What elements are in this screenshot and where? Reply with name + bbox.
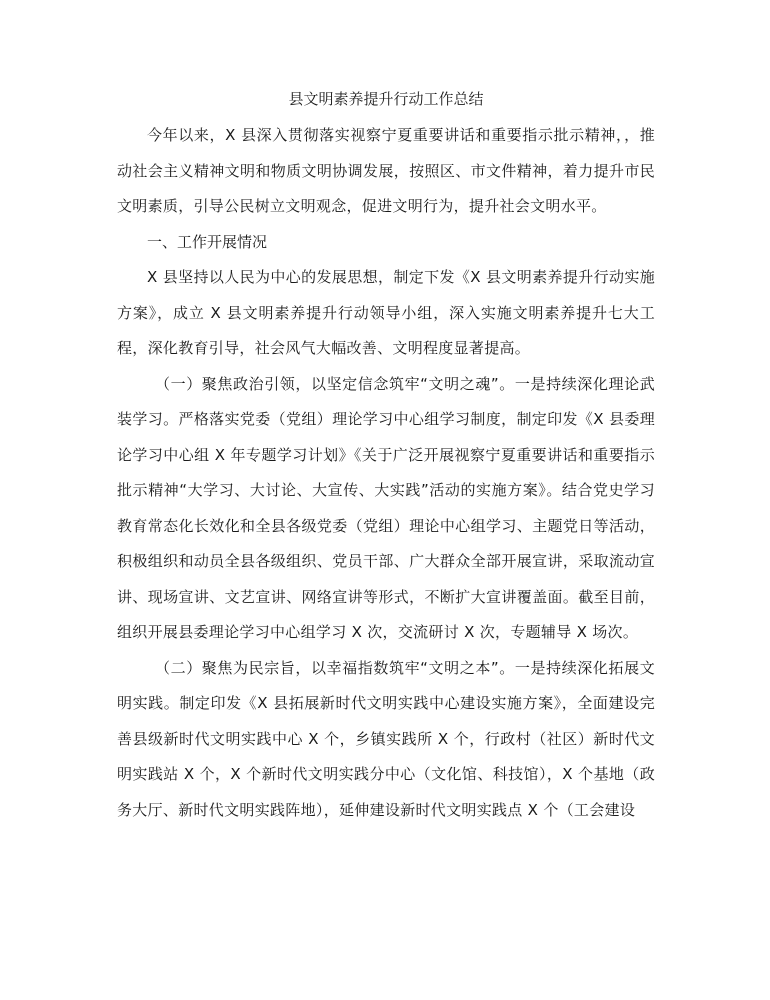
document-page (117, 84, 655, 828)
subsection-2-paragraph: （二）聚焦为民宗旨，以幸福指数筑牢“文明之本”。一是持续深化拓展文明实践。制定印发《X 县拓展新时代文明实践中心建设实施方案》，全面建设完善县级新时代文明实践中心 X 个，乡镇实践所 X 个，行政村（社区）新时代文明实践站 X 个，X 个新时代文明实践分中心（文化馆、科技馆），X 个基地（政务大厅、新时代文明实践阵地），延伸建设新时代文明实践点 X 个（工会建设 (117, 658, 655, 819)
section-heading: 一、工作开展情况 (147, 232, 268, 251)
document-title: 县文明素养提升行动工作总结 (288, 90, 484, 108)
section-paragraph: X 县坚持以人民为中心的发展思想，制定下发《X 县文明素养提升行动实施方案》，成立 X 县文明素养提升行动领导小组，深入实施文明素养提升七大工程，深化教育引导，社会风气大幅改善、文明程度显著提高。 (117, 268, 655, 357)
intro-paragraph: 今年以来，X 县深入贯彻落实视察宁夏重要讲话和重要指示批示精神，，推动社会主义精神文明和物质文明协调发展，按照区、市文件精神，着力提升市民文明素质，引导公民树立文明观念，促进文明行为，提升社会文明水平。 (117, 126, 655, 215)
subsection-1-paragraph: （一）聚焦政治引领，以坚定信念筑牢“文明之魂”。一是持续深化理论武装学习。严格落实党委（党组）理论学习中心组学习制度，制定印发《X 县委理论学习中心组 X 年专题学习计划》《关于广泛开展视察宁夏重要讲话和重要指示批示精神“大学习、大讨论、大宣传、大实践”活动的实施方案》。结合党史学习教育常态化长效化和全县各级党委（党组）理论中心组学习、主题党日等活动，积极组织和动员全县各级组织、党员干部、广大群众全部开展宣讲，采取流动宣讲、现场宣讲、文艺宣讲、网络宣讲等形式，不断扩大宣讲覆盖面。截至目前，组织开展县委理论学习中心组学习 X 次，交流研讨 X 次，专题辅导 X 场次。 (117, 374, 655, 641)
